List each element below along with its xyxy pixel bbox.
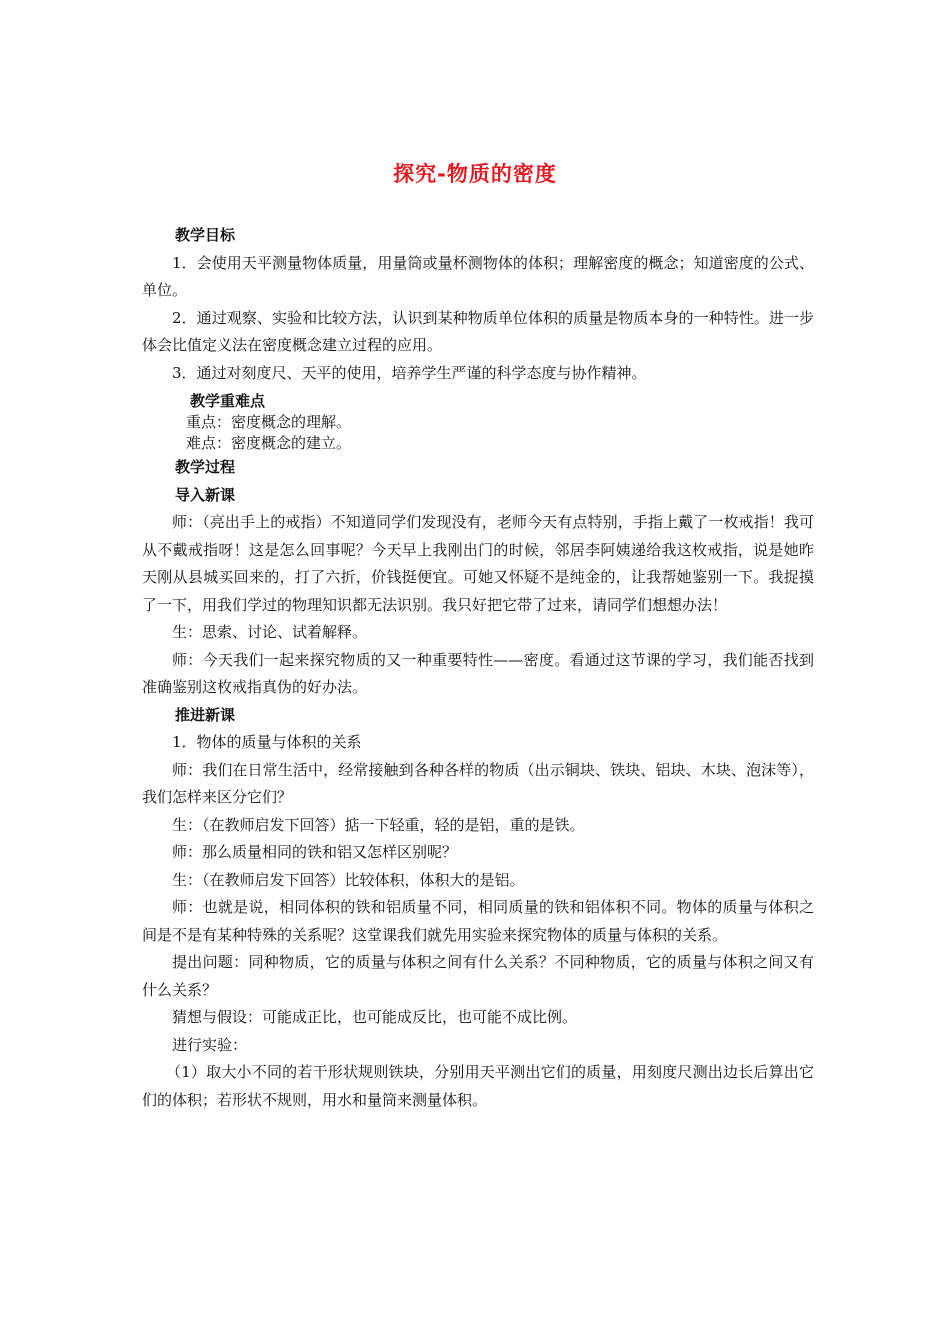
key-points-heading: 教学重难点 (190, 392, 266, 410)
document-title: 探究-物质的密度 (393, 162, 557, 186)
advance-paragraph: 师：我们在日常生活中，经常接触到各种各样的物质（出示铜块、铁块、铝块、木块、泡沫等），我们怎样来区分它们？ (142, 760, 814, 806)
process-heading: 教学过程 (175, 458, 236, 476)
advance-paragraph: 师：也就是说，相同体积的铁和铝质量不同，相同质量的铁和铝体积不同。物体的质量与体积之间是不是有某种特殊的关系呢？这堂课我们就先用实验来探究物体的质量与体积的关系。 (142, 898, 814, 944)
key-point-focus: 重点：密度概念的理解。 (186, 413, 352, 431)
advance-paragraph: 1．物体的质量与体积的关系 (172, 733, 362, 751)
intro-heading: 导入新课 (175, 485, 236, 504)
objective-item: 2．通过观察、实验和比较方法，认识到某种物质单位体积的质量是物质本身的一种特性。进一步体会比值定义法在密度概念建立过程的应用。 (142, 308, 814, 354)
advance-paragraph: 生：（在教师启发下回答）比较体积，体积大的是铝。 (172, 870, 525, 889)
key-points-block (186, 391, 814, 454)
advance-paragraph: 提出问题：同种物质，它的质量与体积之间有什么关系？不同种物质，它的质量与体积之间又有什么关系？ (142, 953, 814, 999)
objectives-heading: 教学目标 (175, 226, 236, 244)
advance-paragraph: 师：那么质量相同的铁和铝又怎样区别呢？ (172, 843, 458, 861)
advance-paragraph: 生：（在教师启发下回答）掂一下轻重，轻的是铝，重的是铁。 (172, 815, 585, 834)
document-body (142, 222, 814, 1114)
advance-paragraph: 进行实验： (172, 1035, 248, 1054)
intro-paragraph: 师：（亮出手上的戒指）不知道同学们发现没有，老师今天有点特别，手指上戴了一枚戒指！我可从不戴戒指呀！这是怎么回事呢？今天早上我刚出门的时候，邻居李阿姨递给我这枚戒指，说是她昨天刚从县城买回来的，打了六折，价钱挺便宜。可她又怀疑不是纯金的，让我帮她鉴别一下。我捉摸了一下，用我们学过的物理知识都无法识别。我只好把它带了过来，请同学们想想办法！ (142, 513, 814, 614)
advance-paragraph: 猜想与假设：可能成正比，也可能成反比，也可能不成比例。 (172, 1008, 578, 1026)
advance-heading: 推进新课 (175, 705, 236, 724)
advance-paragraph: （1）取大小不同的若干形状规则铁块，分别用天平测出它们的质量，用刻度尺测出边长后算出它们的体积；若形状不规则，用水和量筒来测量体积。 (142, 1063, 814, 1109)
key-point-difficulty: 难点：密度概念的建立。 (186, 434, 352, 452)
intro-paragraph: 生：思索、讨论、试着解释。 (172, 623, 368, 641)
objective-item: 1．会使用天平测量物体质量，用量筒或量杯测物体的体积；理解密度的概念；知道密度的公式、单位。 (142, 253, 814, 299)
objective-item: 3．通过对刻度尺、天平的使用，培养学生严谨的科学态度与协作精神。 (172, 363, 647, 382)
intro-paragraph: 师：今天我们一起来探究物质的又一种重要特性——密度。看通过这节课的学习，我们能否找到准确鉴别这枚戒指真伪的好办法。 (142, 650, 814, 696)
